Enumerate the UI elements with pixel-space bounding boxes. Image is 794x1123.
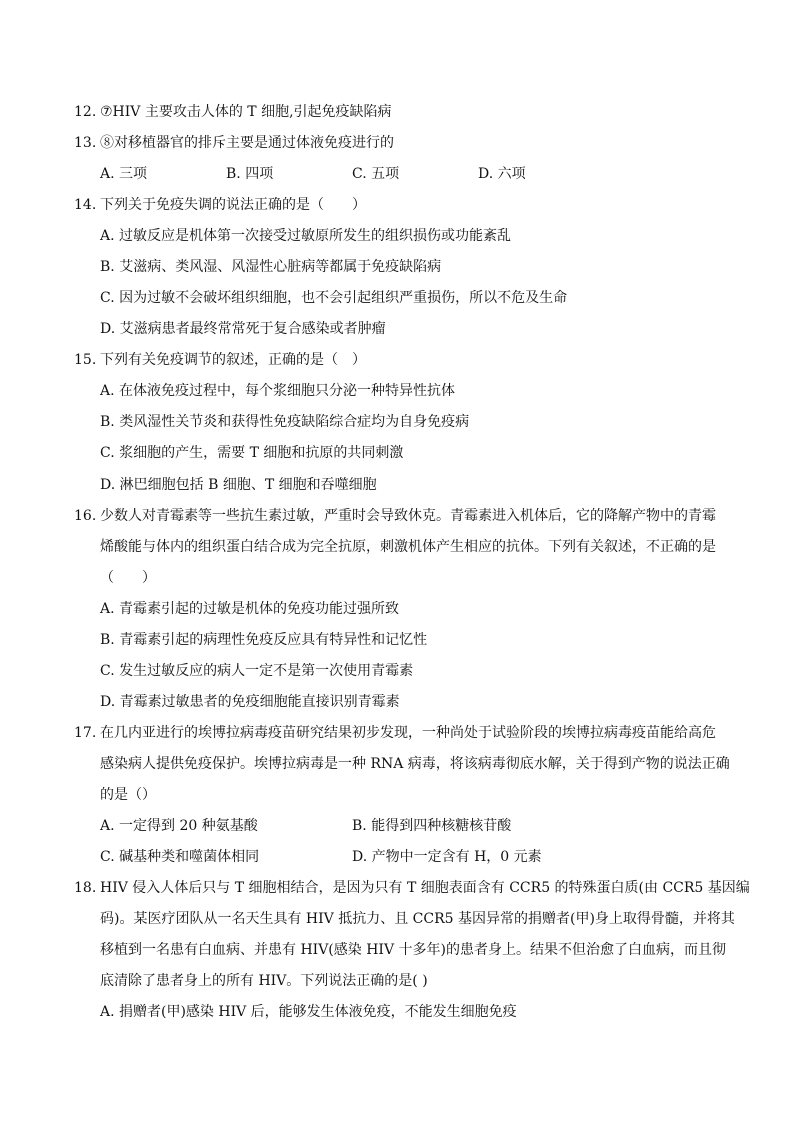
option-d: D. 淋巴细胞包括 B 细胞、T 细胞和吞噬细胞 [100, 477, 377, 493]
option-b: B. 类风湿性关节炎和获得性免疫缺陷综合症均为自身免疫病 [100, 414, 470, 430]
option-a: A. 在体液免疫过程中，每个浆细胞只分泌一种特异性抗体 [100, 383, 456, 399]
question-text: 少数人对青霉素等一些抗生素过敏，严重时会导致休克。青霉素进入机体后，它的降解产物中的青霉 [100, 508, 716, 524]
question-text: 烯酸能与体内的组织蛋白结合成为完全抗原，刺激机体产生相应的抗体。下列有关叙述，不正确的是 [100, 539, 716, 555]
question-text: 移植到一名患有白血病、并患有 HIV(感染 HIV 十多年)的患者身上。结果不但治愈了白血病，而且彻 [100, 942, 726, 958]
question-number: 16. [74, 508, 97, 524]
question-text: 的是（） [100, 787, 156, 803]
answer-blank: （ ） [100, 570, 156, 586]
question-number: 15. [74, 352, 97, 368]
question-text: ⑦HIV 主要攻击人体的 T 细胞,引起免疫缺陷病 [100, 104, 392, 120]
question-number: 12. [74, 104, 97, 120]
question-text: 下列关于免疫失调的说法正确的是（ ） [100, 197, 366, 213]
option-d: D. 产物中一定含有 H，0 元素 [352, 849, 542, 865]
question-text: HIV 侵入人体后只与 T 细胞相结合，是因为只有 T 细胞表面含有 CCR5 的特殊蛋白质(由 CCR5 基因编 [100, 880, 750, 896]
option-b: B. 能得到四种核糖核苷酸 [352, 818, 512, 834]
option-d: D. 艾滋病患者最终常常死于复合感染或者肿瘤 [100, 321, 386, 337]
option-c: C. 发生过敏反应的病人一定不是第一次使用青霉素 [100, 663, 414, 679]
option-b: B. 青霉素引起的病理性免疫反应具有特异性和记忆性 [100, 632, 428, 648]
option-c: C. 五项 [352, 166, 400, 182]
option-a: A. 过敏反应是机体第一次接受过敏原所发生的组织损伤或功能紊乱 [100, 228, 512, 244]
question-text: 码)。某医疗团队从一名天生具有 HIV 抵抗力、且 CCR5 基因异常的捐赠者(甲)身上取得骨髓，并将其 [100, 911, 735, 927]
question-number: 18. [74, 880, 97, 896]
question-text: 感染病人提供免疫保护。埃博拉病毒是一种 RNA 病毒，将该病毒彻底水解，关于得到产物的说法正确 [100, 756, 730, 772]
question-text: 在几内亚进行的埃博拉病毒疫苗研究结果初步发现，一种尚处于试验阶段的埃博拉病毒疫苗能给高危 [100, 725, 716, 741]
question-number: 17. [74, 725, 97, 741]
option-a: A. 捐赠者(甲)感染 HIV 后，能够发生体液免疫，不能发生细胞免疫 [100, 1004, 517, 1020]
option-c: C. 碱基种类和噬菌体相同 [100, 849, 260, 865]
option-a: A. 三项 [100, 166, 148, 182]
option-a: A. 一定得到 20 种氨基酸 [100, 818, 258, 834]
option-d: D. 青霉素过敏患者的免疫细胞能直接识别青霉素 [100, 694, 400, 710]
option-a: A. 青霉素引起的过敏是机体的免疫功能过强所致 [100, 601, 400, 617]
option-b: B. 四项 [226, 166, 274, 182]
question-text: 下列有关免疫调节的叙述，正确的是（ ） [100, 352, 366, 368]
question-number: 14. [74, 197, 97, 213]
option-b: B. 艾滋病、类风湿、风湿性心脏病等都属于免疫缺陷病 [100, 259, 442, 275]
option-c: C. 浆细胞的产生，需要 T 细胞和抗原的共同刺激 [100, 445, 404, 461]
question-text: 底清除了患者身上的所有 HIV。下列说法正确的是( ) [100, 973, 428, 989]
option-c: C. 因为过敏不会破坏组织细胞，也不会引起组织严重损伤，所以不危及生命 [100, 290, 568, 306]
question-text: ⑧对移植器官的排斥主要是通过体液免疫进行的 [100, 135, 394, 151]
option-d: D. 六项 [478, 166, 526, 182]
question-number: 13. [74, 135, 97, 151]
